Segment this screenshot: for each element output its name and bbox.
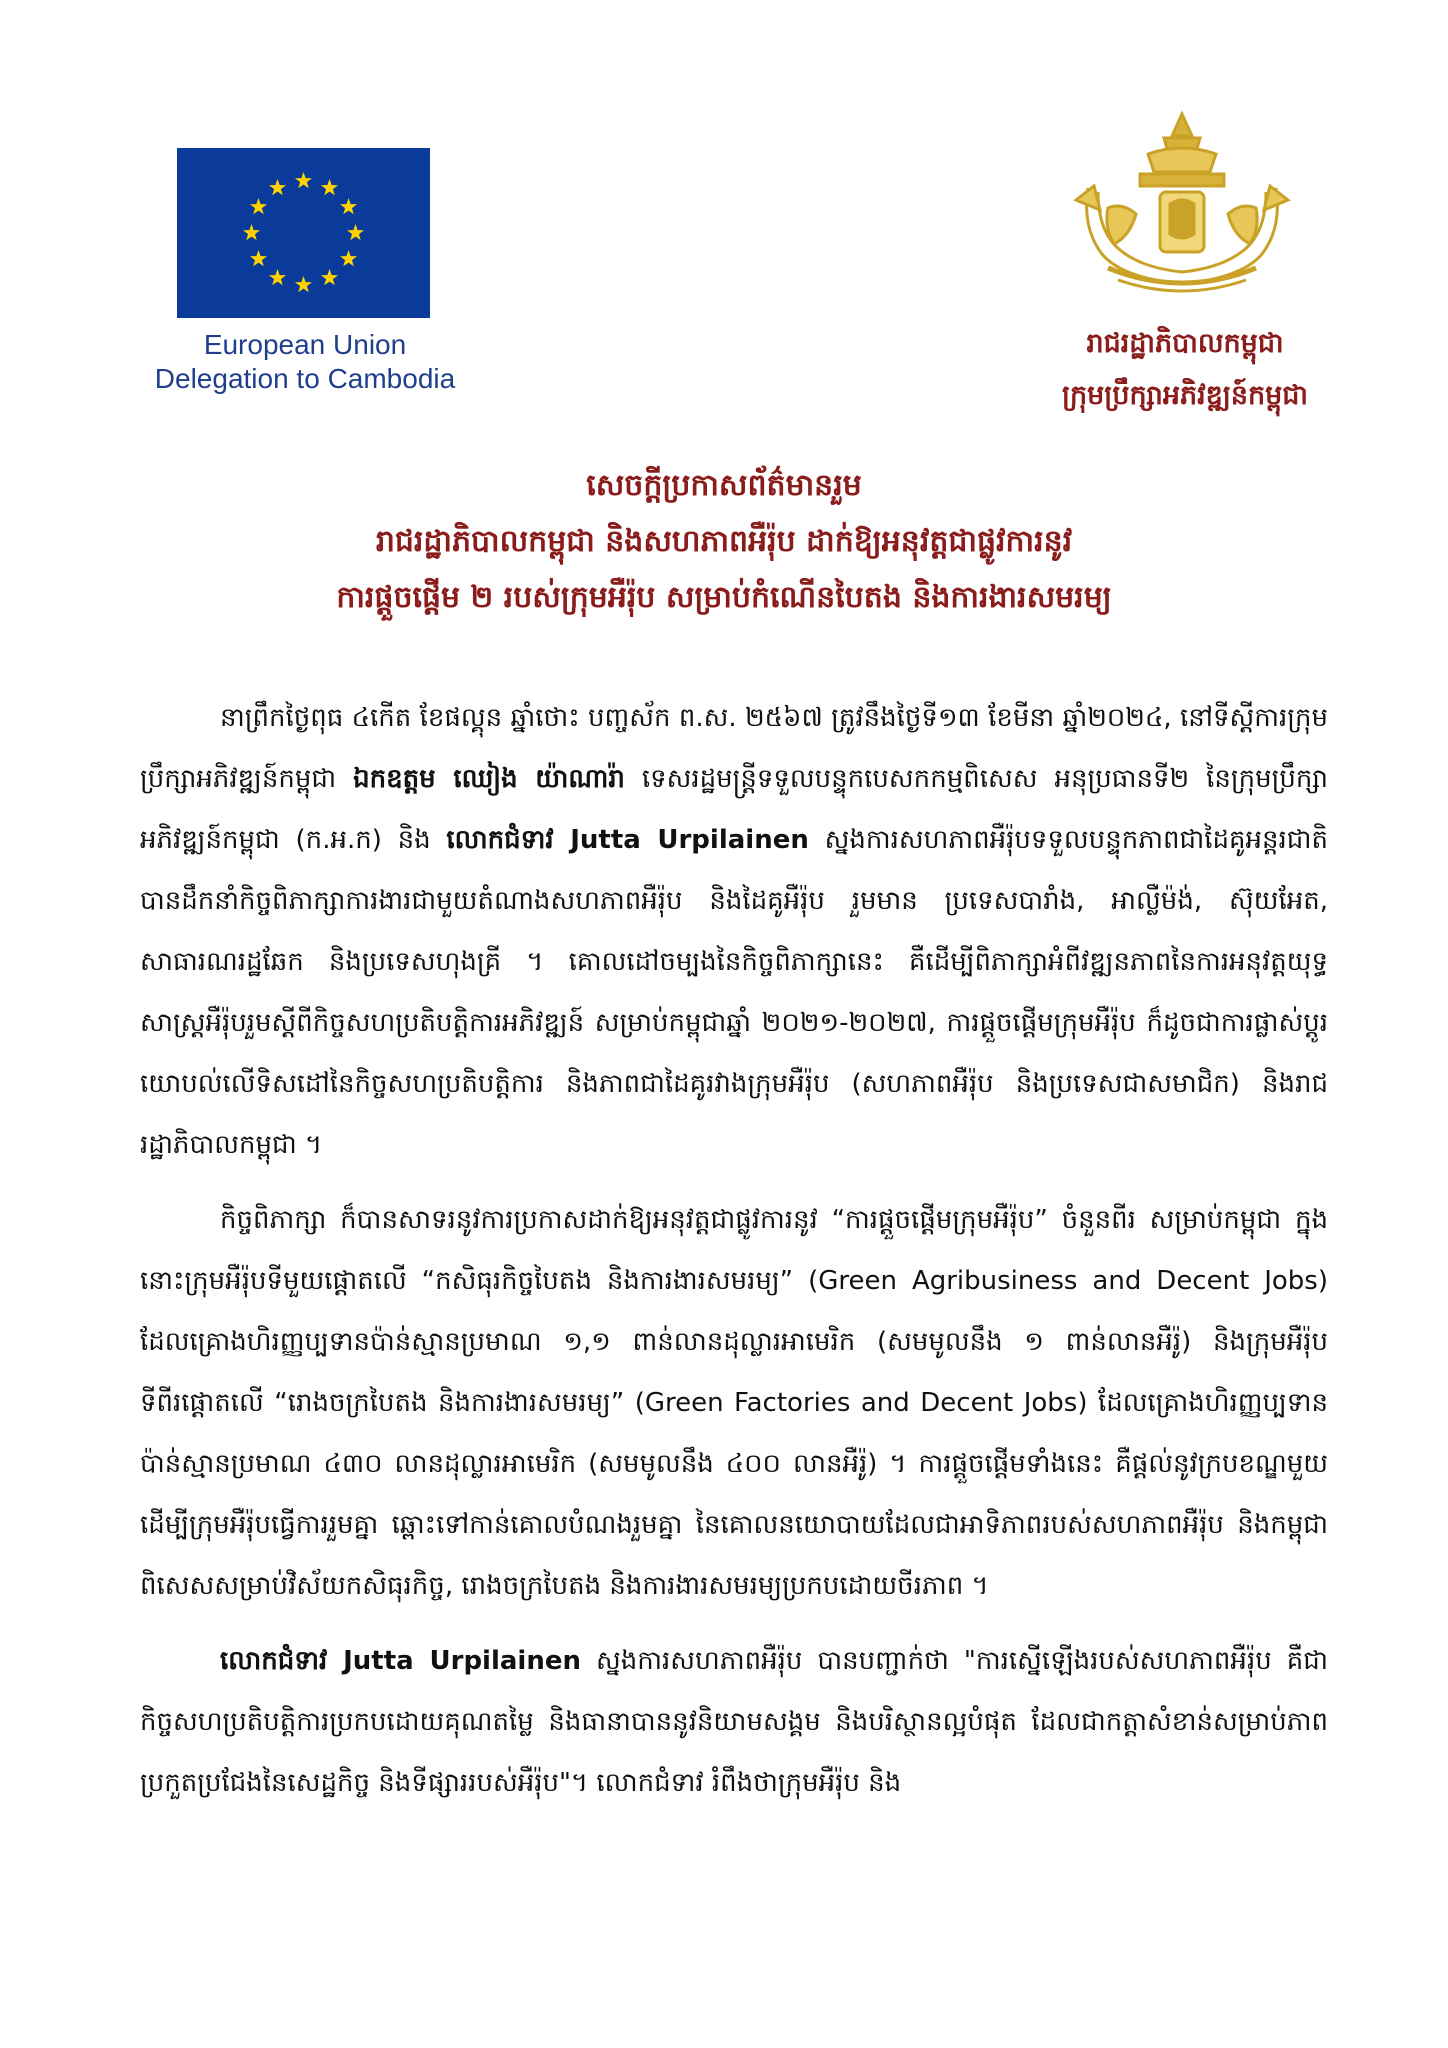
government-label [1000, 318, 1370, 422]
eu-star-icon [321, 179, 338, 195]
title-line2: រាជរដ្ឋាភិបាលកម្ពុជា និងសហភាពអឺរ៉ុប ដាក់ឱ្យអនុវត្តជាផ្លូវការនូវ [375, 524, 1073, 559]
eu-label-line1: European Union [203, 329, 407, 360]
eu-star-icon [295, 276, 312, 292]
eu-star-icon [321, 269, 338, 285]
royal-crest-icon [1068, 108, 1296, 298]
press-release-title [200, 458, 1248, 626]
press-release-body [140, 688, 1328, 1828]
p3-text: ស្នងការសហភាពអឺរ៉ុប បានបញ្ជាក់ថា "ការស្នើឡើងរបស់សហភាពអឺរ៉ុប គឺជាកិច្ចសហប្រតិបត្តិការប្រកបដោយគុណតម្លៃ និងធានាបាននូវនិយាមសង្គម និងបរិស្ថានល្អបំផុត ដែលជាកត្តាសំខាន់សម្រាប់ភាពប្រកួតប្រជែងនៃសេដ្ឋកិច្ច និងទីផ្សាររបស់អឺរ៉ុប"។ លោកជំទាវ រំពឹងថាក្រុមអឺរ៉ុប និង [140, 1646, 1328, 1798]
eu-star-icon [243, 224, 260, 240]
p3-bold-name: លោកជំទាវ Jutta Urpilainen [220, 1646, 581, 1676]
eu-star-icon [269, 179, 286, 195]
eu-label-line2: Delegation to Cambodia [154, 363, 456, 394]
paragraph-3 [140, 1631, 1328, 1814]
p1-bold-name-1: ឯកឧត្តម ឈៀង យ៉ាណារ៉ា [353, 764, 625, 794]
p1-text-a: នាព្រឹកថ្ងៃពុធ ៤កើត ខែផល្គុន ឆ្នាំថោះ បញ្ចស័ក ព.ស. ២៥៦៧ ត្រូវនឹងថ្ងៃទី១៣ ខែមីនា ឆ្នាំ២០២៤, នៅទីស្តីការក្រុមប្រឹក្សាអភិវឌ្ឍន៍កម្ពុជា [140, 703, 1328, 794]
eu-star-icon [340, 250, 357, 266]
paragraph-2: កិច្ចពិភាក្សា ក៏បានសាទរនូវការប្រកាសដាក់ឱ្យអនុវត្តជាផ្លូវការនូវ “ការផ្តួចផ្តើមក្រុមអឺរ៉ុប” ចំនួនពីរ សម្រាប់កម្ពុជា ក្នុងនោះក្រុមអឺរ៉ុបទីមួយផ្តោតលើ “កសិធុរកិច្ចបៃតង និងការងារសមរម្យ” (Green Agribusiness and Decent Jobs) ដែលគ្រោងហិរញ្ញប្បទានប៉ាន់ស្មានប្រមាណ ១,១ ពាន់លានដុល្លារអាមេរិក (សមមូលនឹង ១ ពាន់លានអឺរ៉ូ) និងក្រុមអឺរ៉ុបទីពីរផ្តោតលើ “រោងចក្របៃតង និងការងារសមរម្យ” (Green Factories and Decent Jobs) ដែលគ្រោងហិរញ្ញប្បទានប៉ាន់ស្មានប្រមាណ ៤៣០ លានដុល្លារអាមេរិក (សមមូលនឹង ៤០០ លានអឺរ៉ូ) ។ ការផ្តួចផ្តើមទាំងនេះ គឺផ្តល់នូវក្របខណ្ឌមួយដើម្បីក្រុមអឺរ៉ុបធ្វើការរួមគ្នា ឆ្ពោះទៅកាន់គោលបំណងរួមគ្នា នៃគោលនយោបាយដែលជាអាទិភាពរបស់សហភាពអឺរ៉ុប និងកម្ពុជា ពិសេសសម្រាប់វិស័យកសិធុរកិច្ច, រោងចក្របៃតង និងការងារសមរម្យប្រកបដោយចីរភាព ។ [140, 1205, 1328, 1601]
eu-star-icon [340, 198, 357, 214]
eu-star-icon [295, 172, 312, 188]
eu-star-icon [347, 224, 364, 240]
p1-text-b: ទេសរដ្ឋមន្ត្រីទទួលបន្ទុកបេសកកម្មពិសេស អនុប្រធានទី២ នៃក្រុមប្រឹក្សាអភិវឌ្ឍន៍កម្ពុជា (ក.អ.ក) និង [140, 764, 1328, 855]
title-line1: សេចក្តីប្រកាសព័ត៌មានរួម [586, 468, 862, 503]
p1-bold-name-2: លោកជំទាវ Jutta Urpilainen [446, 825, 809, 855]
letterhead [0, 0, 1448, 440]
eu-flag-icon [177, 148, 430, 318]
government-line2: ក្រុមប្រឹក្សាអភិវឌ្ឍន៍កម្ពុជា [1061, 380, 1308, 411]
eu-star-icon [269, 269, 286, 285]
eu-star-icon [250, 250, 267, 266]
government-line1: រាជរដ្ឋាភិបាលកម្ពុជា [1086, 328, 1284, 359]
title-line3: ការផ្តួចផ្តើម ២ របស់ក្រុមអឺរ៉ុប សម្រាប់កំណើនបៃតង និងការងារសមរម្យ [336, 580, 1112, 615]
paragraph-1 [140, 688, 1328, 1176]
p1-text-c: ស្នងការសហភាពអឺរ៉ុបទទួលបន្ទុកភាពជាដៃគូអន្តរជាតិ បានដឹកនាំកិច្ចពិភាក្សាការងារជាមួយតំណាងសហភាពអឺរ៉ុប និងដៃគូអឺរ៉ុប រួមមាន ប្រទេសបារាំង, អាល្លឺម៉ង់, ស៊ុយអែត, សាធារណរដ្ឋឆែក និងប្រទេសហុងគ្រី ។ គោលដៅចម្បងនៃកិច្ចពិភាក្សានេះ គឺដើម្បីពិភាក្សាអំពីវឌ្ឍនភាពនៃការអនុវត្តយុទ្ធសាស្ត្រអឺរ៉ុបរួមស្តីពីកិច្ចសហប្រតិបត្តិការអភិវឌ្ឍន៍ សម្រាប់កម្ពុជាឆ្នាំ ២០២១-២០២៧, ការផ្តួចផ្តើមក្រុមអឺរ៉ុប ក៏ដូចជាការផ្លាស់ប្តូរយោបល់លើទិសដៅនៃកិច្ចសហប្រតិបត្តិការ និងភាពជាដៃគូរវាងក្រុមអឺរ៉ុប (សហភាពអឺរ៉ុប និងប្រទេសជាសមាជិក) និងរាជរដ្ឋាភិបាលកម្ពុជា ។ [140, 825, 1328, 1160]
eu-delegation-label [130, 328, 480, 396]
eu-star-icon [250, 198, 267, 214]
